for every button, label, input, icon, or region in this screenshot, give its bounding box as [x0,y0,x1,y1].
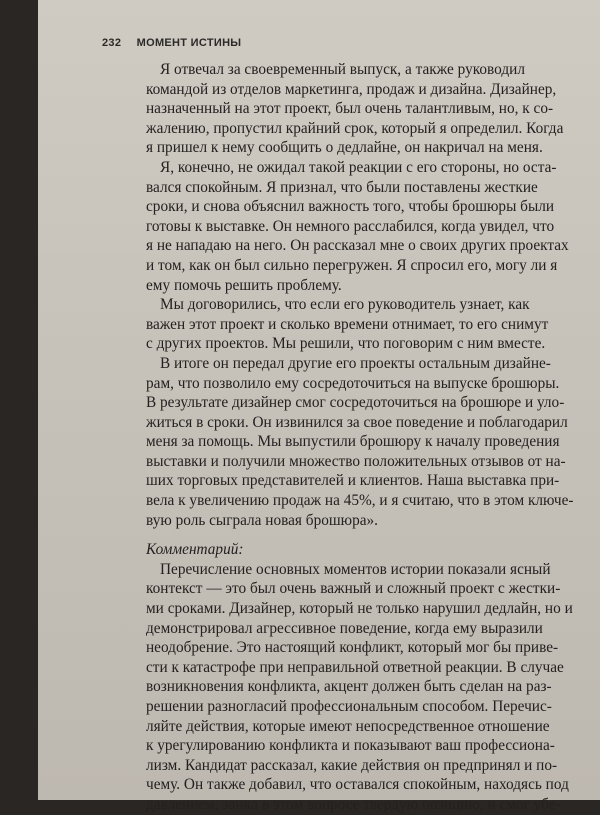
text-line: командой из отделов маркетинга, продаж и дизайна. Дизайнер, [146,80,557,98]
running-header [102,37,241,49]
text-line: к урегулированию конфликта и показывают ваш профессиона- [146,737,555,755]
text-line: жалению, пропустил крайний срок, который я определил. Когда [146,119,564,137]
paragraph [146,295,586,354]
paragraph [146,354,586,530]
text-line: готовы к выставке. Он немного расслабился, когда увидел, что [146,217,555,235]
paragraph [146,158,586,295]
text-line: давлением, занял в этом вопросе твердую позицию, и смог убе- [146,795,561,813]
text-line: рам, что позволило ему сосредоточиться на выпуске брошюры. [146,374,560,392]
text-line: ляйте действия, которые имеют непосредственное отношение [146,717,550,735]
text-line: житься в сроки. Он извинился за свое поведение и поблагодарил [146,413,568,431]
text-line: чему. Он также добавил, что оставался спокойным, находясь под [146,776,569,794]
text-line: Я, конечно, не ожидал такой реакции с его стороны, но оста- [160,158,557,176]
book-page [38,0,600,813]
text-line: В итоге он передал другие его проекты остальным дизайне- [160,354,551,372]
text-line: сти к катастрофе при неправильной ответной реакции. В случае [146,658,564,676]
text-line: ми сроками. Дизайнер, который не только нарушил дедлайн, но и [146,600,573,618]
running-title: МОМЕНТ ИСТИНЫ [136,37,242,49]
paragraph [146,60,586,158]
text-line: ших торговых представителей и клиентов. Наша выставка при- [146,472,560,490]
paragraph [146,560,586,815]
body-text [146,60,586,815]
text-line: Перечисление основных моментов истории показали ясный [160,560,551,578]
text-line: назначенный на этот проект, был очень талантливым, но, к со- [146,100,554,118]
text-line: я не нападаю на него. Он рассказал мне о своих других проектах [146,237,569,255]
text-line: вела к увеличению продаж на 45%, и я считаю, что в этом ключе- [146,492,574,510]
text-line: демонстрировал агрессивное поведение, когда ему выразили [146,619,543,637]
text-line: выставки и получили множество положительных отзывов от на- [146,452,566,470]
text-line: вую роль сыграла новая брошюра». [146,511,378,529]
text-line: контекст — это был очень важный и сложный проект с жестки- [146,580,561,598]
text-line: Мы договорились, что если его руководитель узнает, как [160,296,530,314]
text-line: возникновения конфликта, акцент должен быть сделан на раз- [146,678,552,696]
text-line: решении разногласий профессиональным способом. Перечис- [146,698,552,715]
text-line: важен этот проект и сколько времени отнимает, то его снимут [146,315,549,333]
text-line: сроки, и снова объяснил важность того, чтобы брошюры были [146,198,555,216]
comment-heading: Комментарий: [146,541,244,559]
text-line: ему помочь решить проблему. [146,276,342,294]
text-line: вался спокойным. Я признал, что были поставлены жесткие [146,178,538,196]
text-line: я пришел к нему сообщить о дедлайне, он накричал на меня. [146,139,543,157]
text-line: меня за помощь. Мы выпустили брошюру к началу проведения [146,433,560,451]
text-line: лизм. Кандидат рассказал, какие действия он предпринял и по- [146,756,558,774]
text-line: неодобрение. Это настоящий конфликт, который мог бы приве- [146,639,559,657]
text-line: с других проектов. Мы решили, что поговорим с ним вместе. [146,335,546,353]
text-line: В результате дизайнер смог сосредоточиться на брошюре и уло- [146,394,565,412]
text-line: Я отвечал за своевременный выпуск, а также руководил [160,61,525,78]
text-line: и том, как он был сильно перегружен. Я спросил его, могу ли я [146,256,558,274]
page-number: 232 [102,37,122,49]
